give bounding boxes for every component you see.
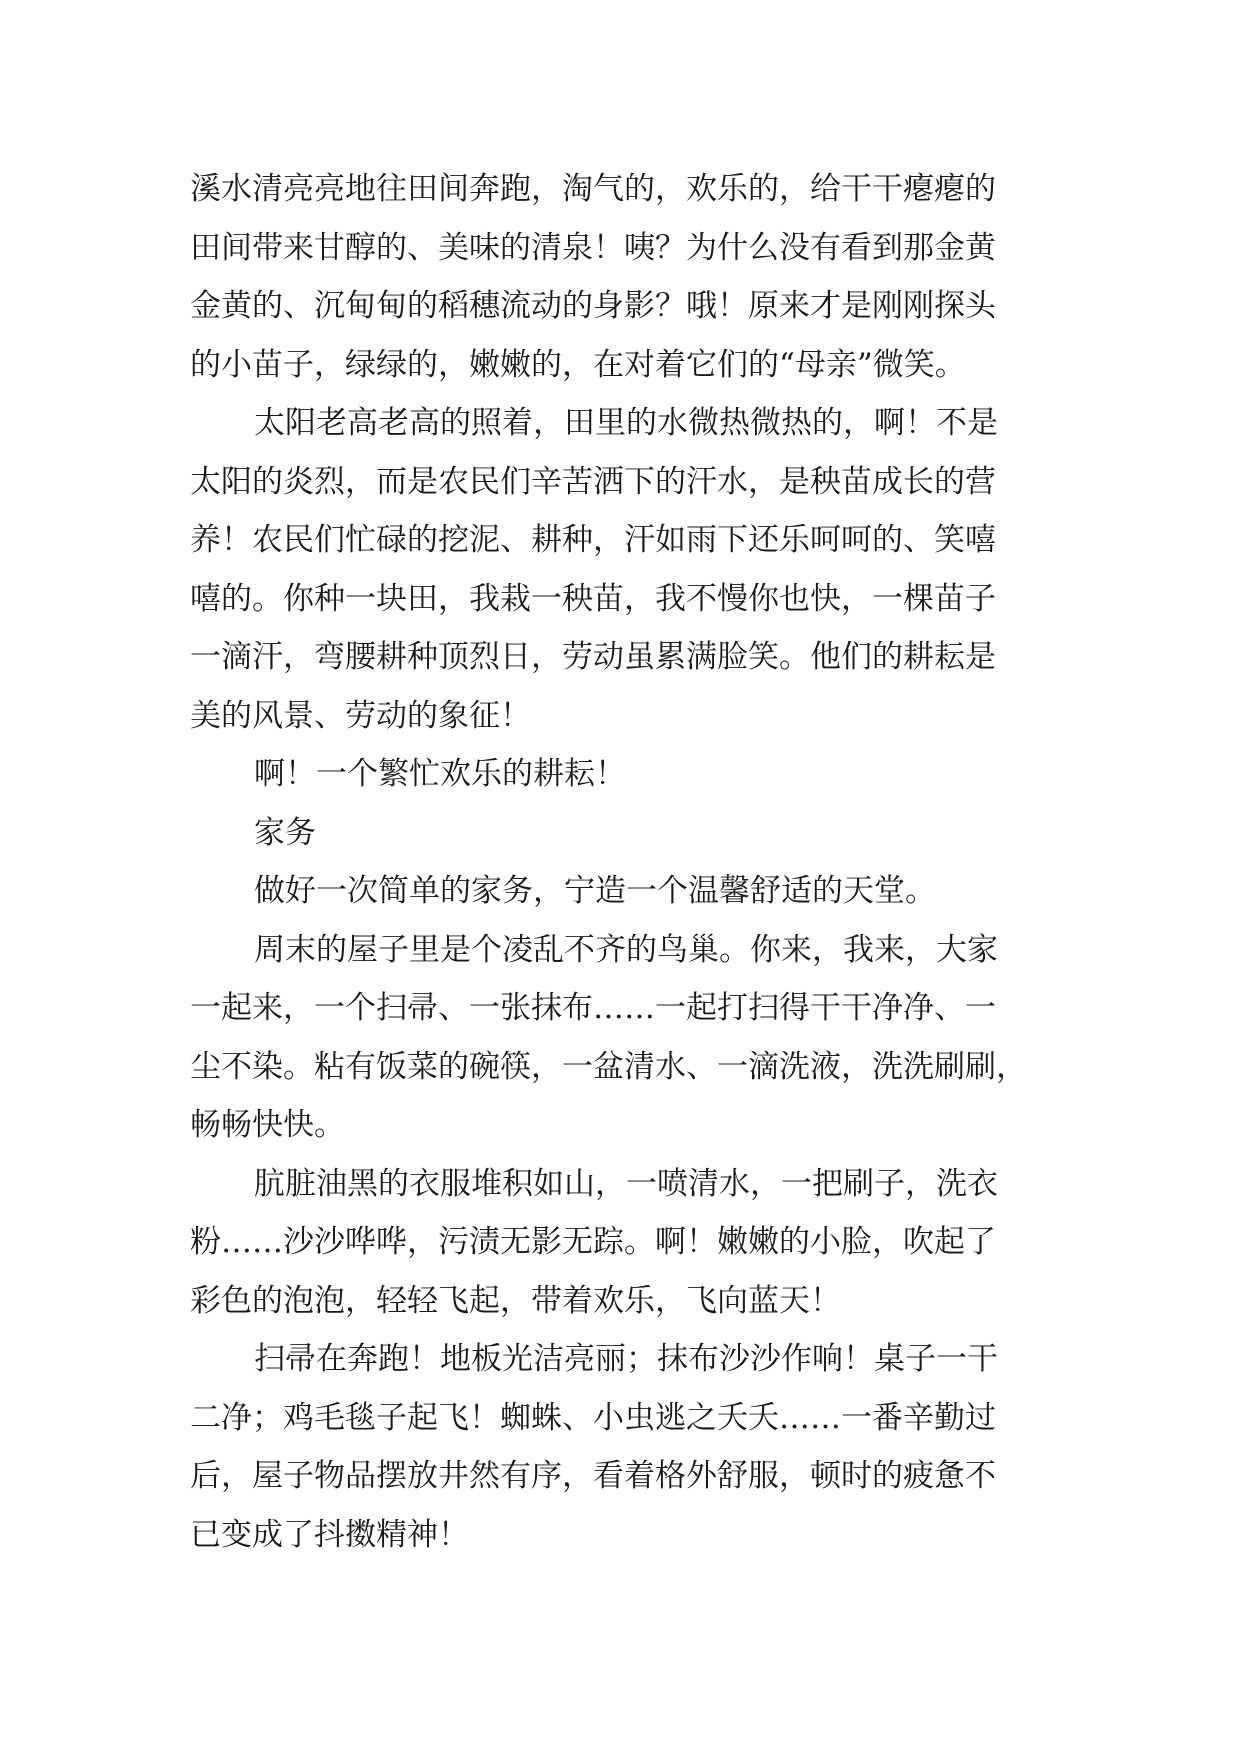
text-line: 后，屋子物品摆放井然有序，看着格外舒服，顿时的疲惫不 — [190, 1458, 996, 1494]
section-heading: 家务 — [254, 814, 316, 851]
text-line: 粉……沙沙哗哗，污渍无影无踪。啊！嫩嫩的小脸，吹起了 — [190, 1224, 996, 1260]
paragraph-first-line: 周末的屋子里是个凌乱不齐的鸟巢。你来，我来，大家 — [254, 931, 998, 968]
paragraph-first-line: 啊！一个繁忙欢乐的耕耘！ — [254, 756, 626, 792]
paragraph-first-line: 肮脏油黑的衣服堆积如山，一喷清水，一把刷子，洗衣 — [254, 1165, 998, 1202]
text-line: 养！农民们忙碌的挖泥、耕种，汗如雨下还乐呵呵的、笑嘻 — [190, 522, 996, 558]
text-line: 田间带来甘醇的、美味的清泉！咦？为什么没有看到那金黄 — [190, 229, 996, 266]
text-line: 畅畅快快。 — [190, 1107, 345, 1143]
paragraph-first-line: 太阳老高老高的照着，田里的水微热微热的，啊！不是 — [254, 405, 998, 441]
text-line: 一滴汗，弯腰耕种顶烈日，劳动虽累满脸笑。他们的耕耘是 — [190, 639, 996, 675]
paragraph-first-line: 扫帚在奔跑！地板光洁亮丽；抹布沙沙作响！桌子一干 — [254, 1341, 998, 1377]
text-line: 溪水清亮亮地往田间奔跑，淘气的，欢乐的，给干干瘪瘪的 — [190, 171, 996, 207]
text-line: 彩色的泡泡，轻轻飞起，带着欢乐，飞向蓝天！ — [190, 1282, 841, 1319]
text-line: 一起来，一个扫帚、一张抹布……一起打扫得干干净净、一 — [190, 990, 996, 1026]
text-line: 金黄的、沉甸甸的稻穗流动的身影？哦！原来才是刚刚探头 — [190, 288, 996, 324]
text-line: 的小苗子，绿绿的，嫩嫩的，在对着它们的“母亲”微笑。 — [190, 346, 966, 383]
text-line: 嘻的。你种一块田，我栽一秧苗，我不慢你也快，一棵苗子 — [190, 580, 996, 617]
text-line: 已变成了抖擞精神！ — [190, 1516, 469, 1553]
document-body — [190, 160, 1070, 1564]
paragraph-first-line: 做好一次简单的家务，宁造一个温馨舒适的天堂。 — [254, 873, 936, 909]
text-line: 尘不染。粘有饭菜的碗筷，一盆清水、一滴洗液，洗洗刷刷， — [190, 1048, 1027, 1085]
text-line: 美的风景、劳动的象征！ — [190, 697, 531, 734]
text-line: 二净；鸡毛毯子起飞！蜘蛛、小虫逃之夭夭……一番辛勤过 — [190, 1399, 996, 1436]
text-line: 太阳的炎烈，而是农民们辛苦洒下的汗水，是秧苗成长的营 — [190, 463, 996, 500]
